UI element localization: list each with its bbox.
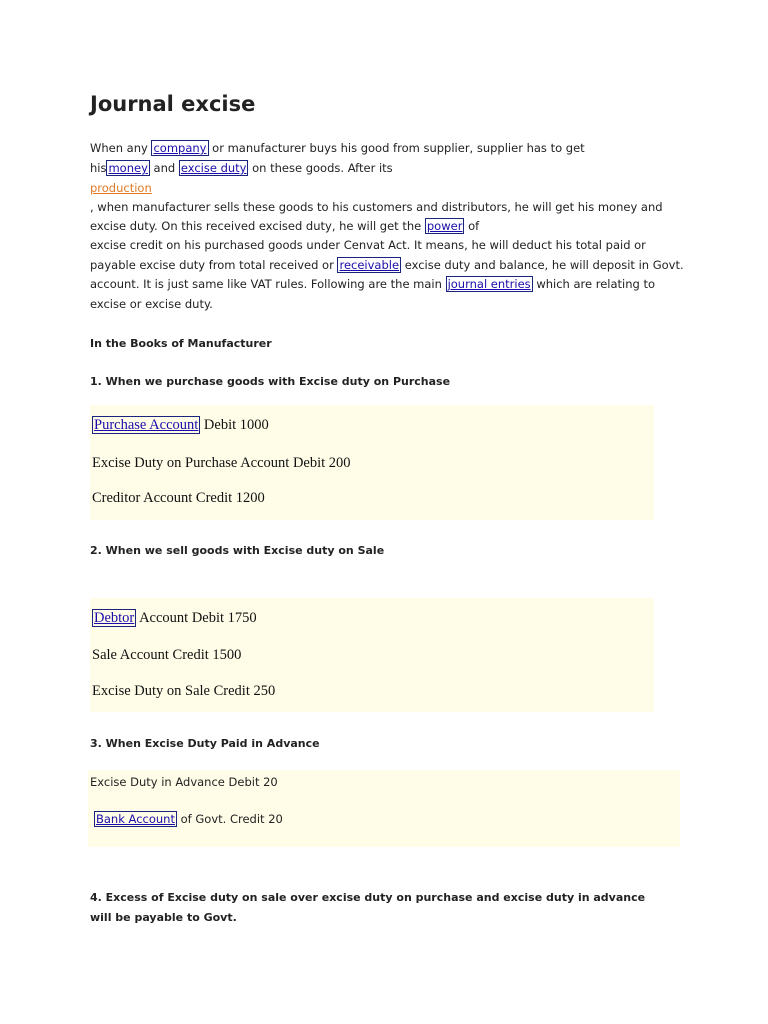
section-2-entry-box [90, 598, 654, 712]
books-heading: In the Books of Manufacturer [90, 337, 272, 350]
intro-line-3 [90, 179, 152, 199]
intro-line-5: excise duty. On this received excised duty, he will get the power of [90, 219, 480, 233]
intro-line-2: his money and excise duty on these goods. After its [90, 161, 393, 175]
receivable-link[interactable]: receivable [339, 258, 400, 272]
production-link[interactable]: production [90, 181, 152, 195]
section-2-row-1: Debtor Account Debit 1750 [94, 610, 257, 626]
section-3-entry-box [88, 770, 680, 847]
section-1-row-1: Purchase Account Debit 1000 [94, 417, 269, 433]
section-1-entry-box [90, 405, 654, 520]
intro-line-9: excise or excise duty. [90, 297, 213, 311]
section-1-heading: 1. When we purchase goods with Excise duty on Purchase [90, 375, 451, 388]
company-link[interactable]: company [153, 141, 207, 155]
section-1-row-2: Excise Duty on Purchase Account Debit 200 [92, 455, 351, 471]
excise-duty-link[interactable]: excise duty [180, 161, 247, 175]
purchase-account-link[interactable]: Purchase Account [94, 417, 199, 433]
power-link[interactable]: power [426, 219, 463, 233]
section-3-row-2: Bank Account of Govt. Credit 20 [96, 812, 283, 826]
intro-line-8: account. It is just same like VAT rules. Following are the main journal entries which are relating to [90, 277, 656, 291]
section-1-row-3: Creditor Account Credit 1200 [92, 490, 265, 506]
debtor-link[interactable]: Debtor [94, 610, 135, 626]
page-title: Journal excise [90, 92, 256, 116]
section-4-heading-line-2: will be payable to Govt. [90, 911, 237, 924]
intro-line-1: When any company or manufacturer buys his good from supplier, supplier has to get [90, 141, 585, 155]
intro-line-4: , when manufacturer sells these goods to his customers and distributors, he will get his money and [90, 200, 663, 214]
journal-entries-link[interactable]: journal entries [447, 277, 531, 291]
section-2-row-2: Sale Account Credit 1500 [92, 647, 242, 663]
section-2-row-3: Excise Duty on Sale Credit 250 [92, 683, 276, 699]
intro-line-7: payable excise duty from total received or receivable excise duty and balance, he will deposit in Govt. [90, 258, 684, 272]
money-link[interactable]: money [108, 161, 148, 175]
section-3-row-1: Excise Duty in Advance Debit 20 [90, 775, 278, 789]
section-4-heading-line-1: 4. Excess of Excise duty on sale over excise duty on purchase and excise duty in advance [90, 891, 646, 904]
intro-line-6: excise credit on his purchased goods under Cenvat Act. It means, he will deduct his total paid or [90, 238, 646, 252]
section-2-heading: 2. When we sell goods with Excise duty on Sale [90, 544, 385, 557]
bank-account-link[interactable]: Bank Account [96, 812, 175, 826]
section-3-heading: 3. When Excise Duty Paid in Advance [90, 737, 320, 750]
